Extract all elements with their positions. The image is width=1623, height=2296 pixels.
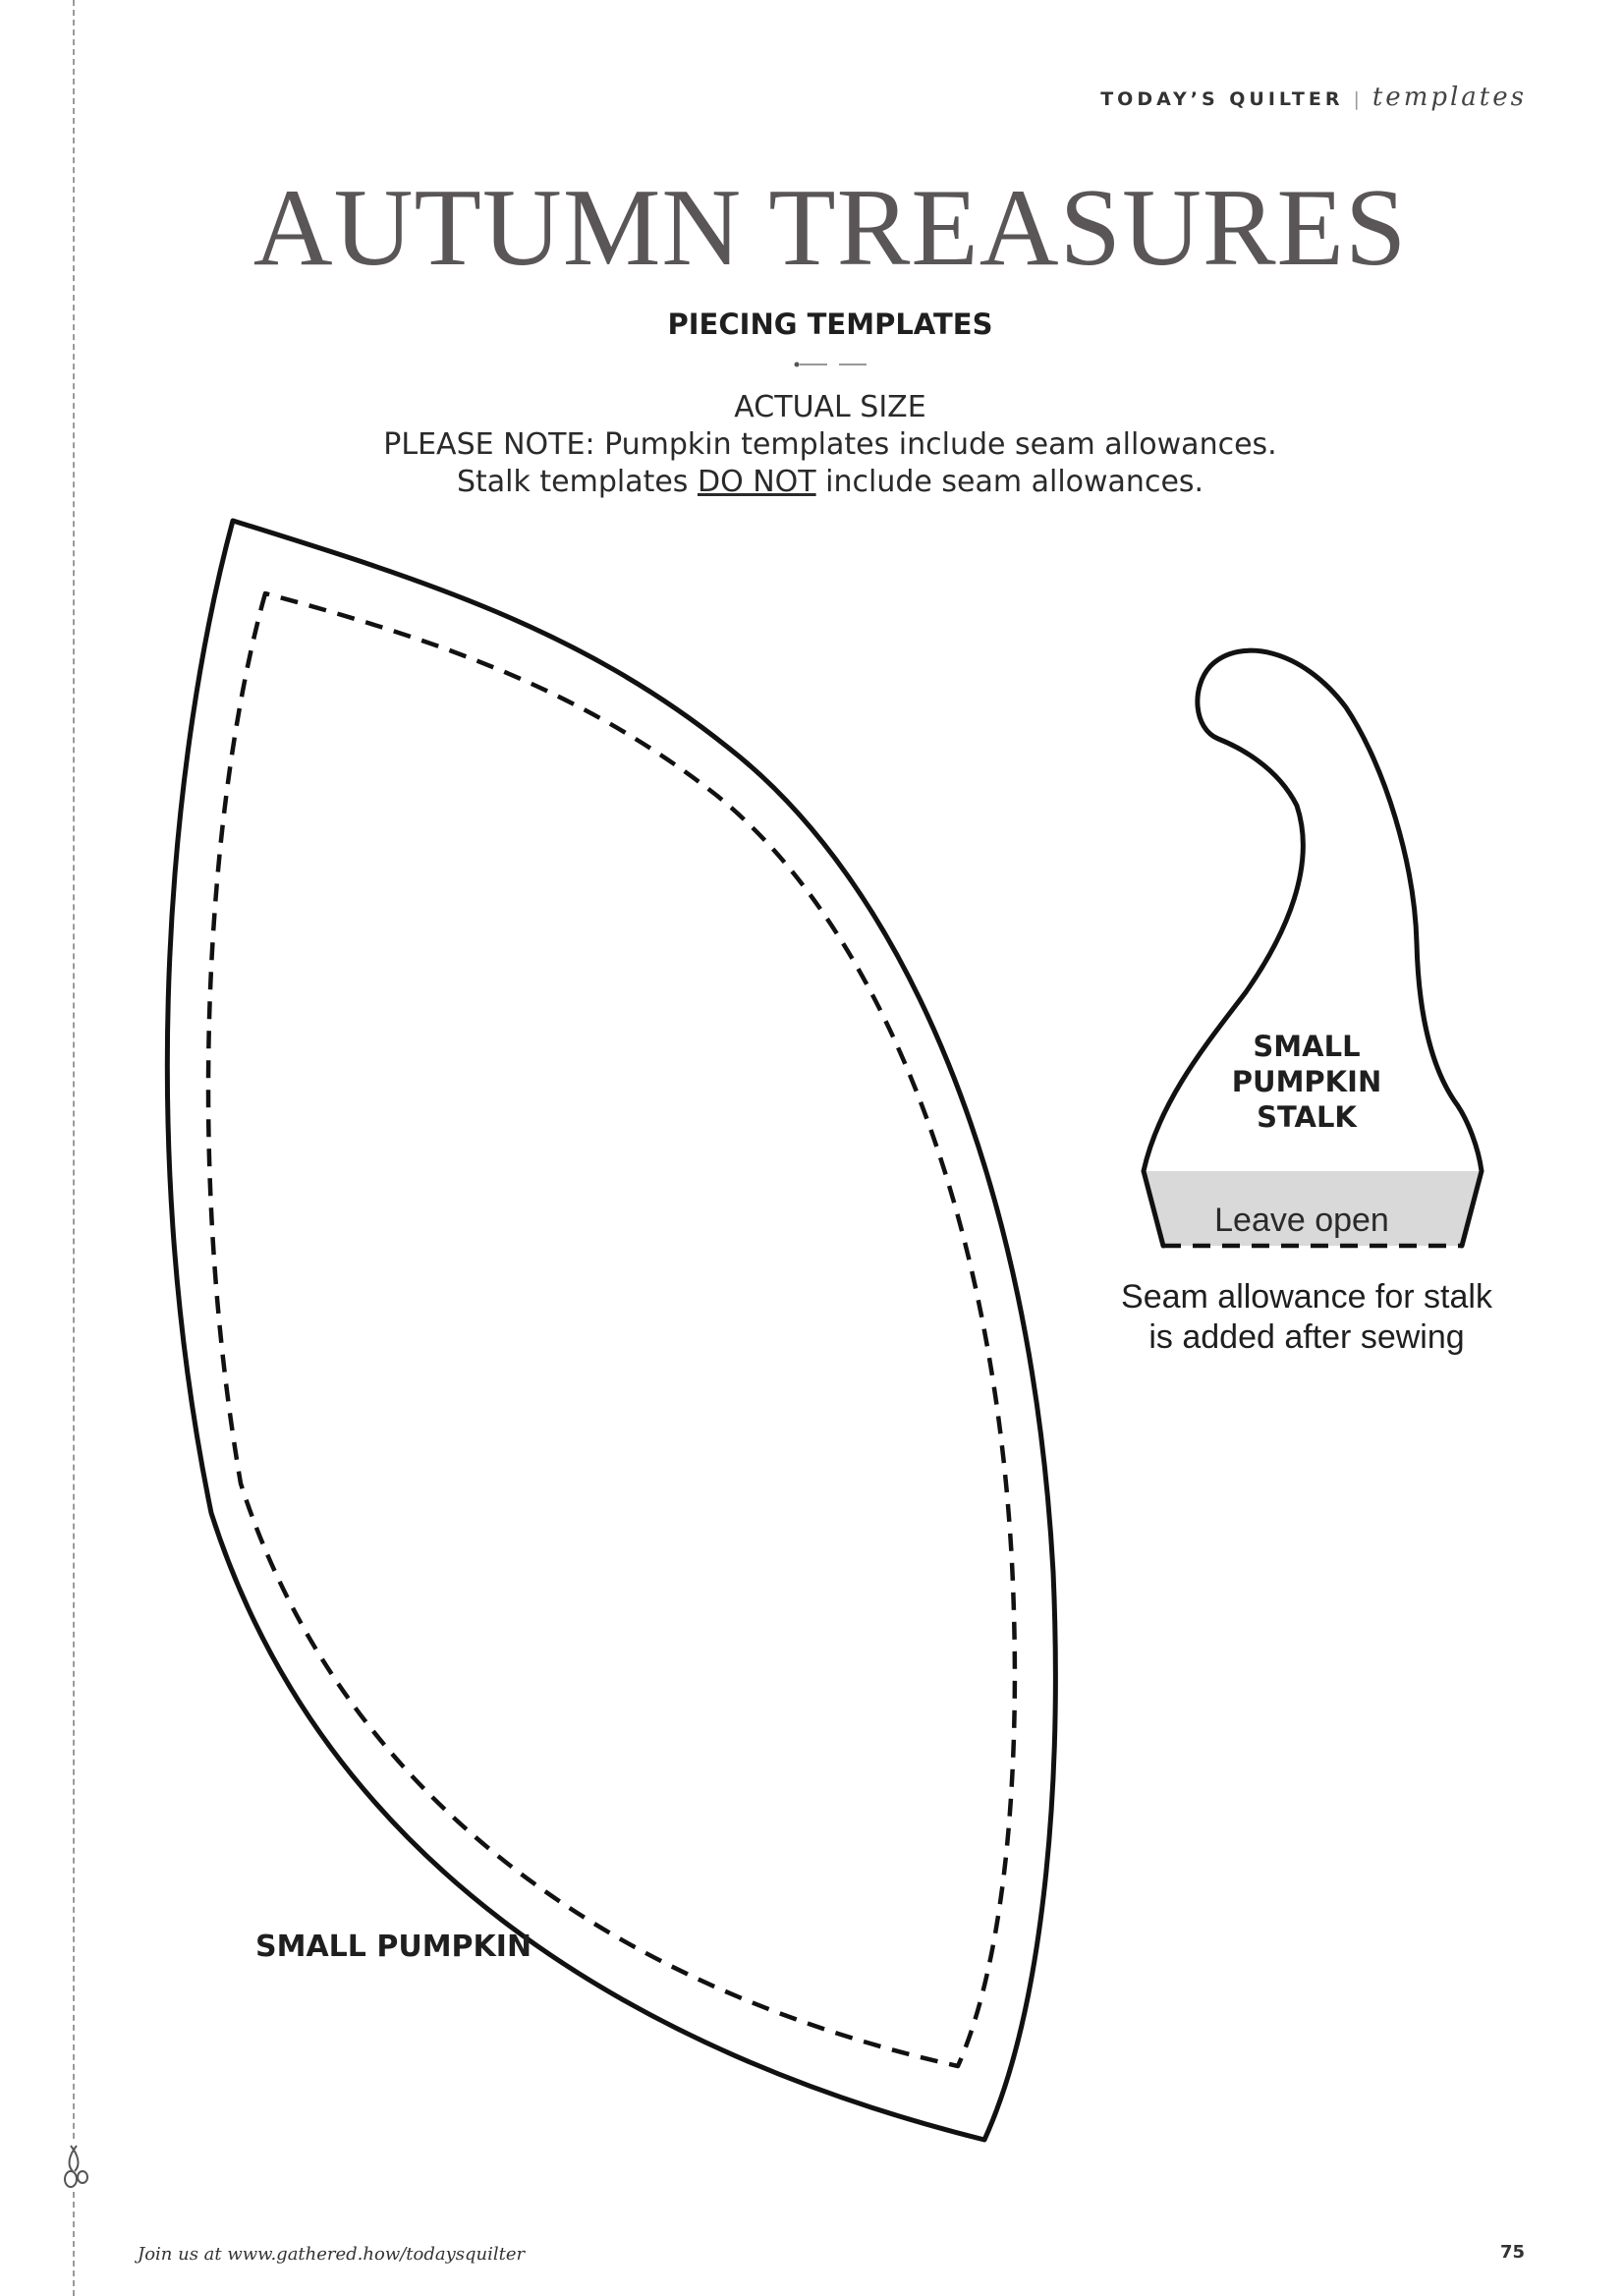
footer-url[interactable]: Join us at www.gathered.how/todaysquilter	[138, 2244, 526, 2265]
stalk-seam-note: Seam allowance for stalk is added after sewing	[1121, 1278, 1492, 1356]
note-actual-size: ACTUAL SIZE	[734, 390, 926, 424]
note-stalk-seam: Stalk templates DO NOT include seam allowances.	[456, 465, 1204, 499]
emphasis-do-not: DO NOT	[697, 465, 816, 499]
brand-name: TODAY’S QUILTER	[1100, 88, 1344, 110]
stalk-outline	[1144, 650, 1482, 1246]
page-number: 75	[1499, 2242, 1525, 2263]
header-separator: |	[1353, 88, 1363, 110]
pumpkin-seam-line	[208, 593, 1015, 2066]
section-name: templates	[1371, 83, 1527, 112]
pumpkin-outline	[167, 521, 1055, 2140]
note-pumpkin-seam: PLEASE NOTE: Pumpkin templates include seam allowances.	[383, 427, 1277, 462]
page-subtitle: PIECING TEMPLATES	[667, 308, 993, 341]
leave-open-label: Leave open	[1214, 1202, 1389, 1239]
pumpkin-label: SMALL PUMPKIN	[255, 1930, 532, 1964]
page-title: AUTUMN TREASURES	[252, 167, 1408, 289]
stalk-label: SMALL PUMPKIN STALK	[1231, 1030, 1382, 1134]
